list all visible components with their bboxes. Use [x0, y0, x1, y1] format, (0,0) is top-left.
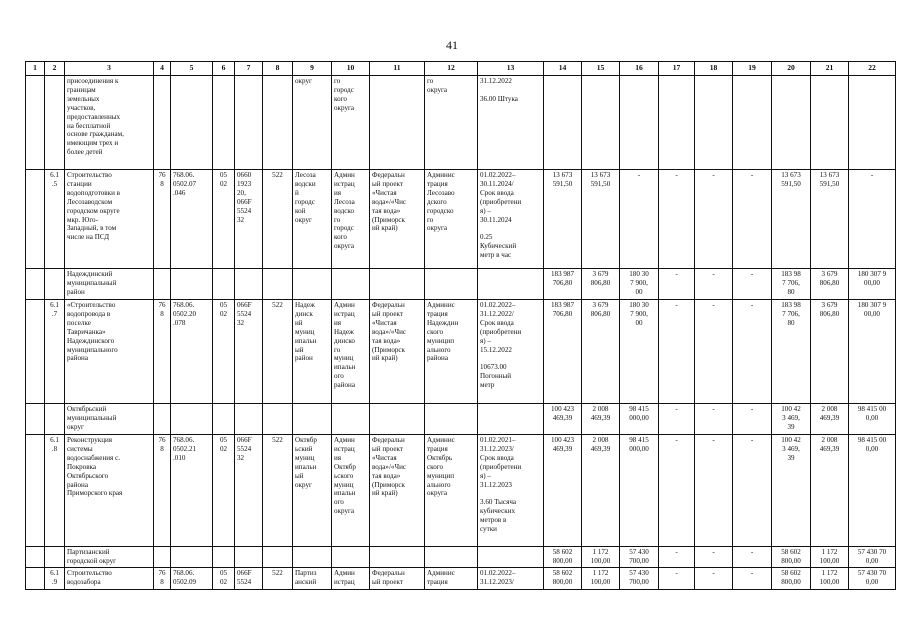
table-cell: Админис трация Надеждин ского муницип ального района	[425, 300, 478, 404]
table-cell: 1 172 100,00	[582, 547, 620, 568]
table-cell	[425, 269, 478, 300]
table-cell: -	[695, 435, 733, 547]
table-cell	[45, 547, 65, 568]
table-cell: -	[620, 170, 659, 269]
table-cell	[45, 76, 65, 170]
table-cell: 13 673 591,50	[811, 170, 849, 269]
table-cell	[171, 76, 213, 170]
table-cell: 183 98 7 706, 80	[772, 269, 811, 300]
table-cell	[478, 547, 544, 568]
table-cell	[263, 269, 293, 300]
table-cell: 6.1 .5	[45, 170, 65, 269]
table-cell: -	[733, 435, 772, 547]
table-cell: 98 415 00 0,00	[849, 435, 896, 547]
table-cell: Партизанский городской округ	[65, 547, 154, 568]
table-cell	[544, 76, 582, 170]
column-number-cell: 21	[811, 62, 849, 76]
table-cell	[293, 269, 332, 300]
table-cell	[263, 547, 293, 568]
table-cell: -	[733, 547, 772, 568]
table-cell: 76 8	[154, 568, 171, 590]
table-cell	[235, 547, 263, 568]
table-cell	[425, 547, 478, 568]
table-cell: 100 42 3 469, 39	[772, 435, 811, 547]
table-cell: 522	[263, 170, 293, 269]
table-cell: Лесоза водски й городс кой округ	[293, 170, 332, 269]
column-number-cell: 13	[478, 62, 544, 76]
table-cell: -	[659, 435, 695, 547]
table-cell	[213, 76, 235, 170]
table-cell	[293, 547, 332, 568]
table-cell: Федеральн ый проект «Чистая вода»/«Чис тая вода» (Приморск ий край)	[370, 435, 425, 547]
table-cell: 180 307 9 00,00	[849, 269, 896, 300]
table-cell	[235, 269, 263, 300]
table-cell: -	[659, 170, 695, 269]
table-cell	[695, 76, 733, 170]
table-cell	[154, 269, 171, 300]
table-cell: 2 008 469,39	[582, 435, 620, 547]
table-cell	[154, 547, 171, 568]
column-number-cell: 18	[695, 62, 733, 76]
table-cell: 76 8	[154, 170, 171, 269]
table-cell	[26, 76, 45, 170]
table-cell	[772, 76, 811, 170]
column-number-cell: 2	[45, 62, 65, 76]
table-cell: Строительство водозабора	[65, 568, 154, 590]
table-cell: 01.02.2021– 31.12.2023/ Срок ввода (приобретени я) – 31.12.2023 3.60 Тысяча кубических метров в сутки	[478, 435, 544, 547]
table-cell: 100 42 3 469, 39	[772, 404, 811, 435]
table-cell: -	[695, 404, 733, 435]
table-cell: 05 02	[213, 170, 235, 269]
table-cell	[733, 76, 772, 170]
table-cell: 1 172 100,00	[811, 547, 849, 568]
column-number-cell: 11	[370, 62, 425, 76]
table-cell: Надеждинский муниципальный район	[65, 269, 154, 300]
table-cell	[213, 547, 235, 568]
table-cell	[26, 404, 45, 435]
table-cell: 768.06. 0502.20 .078	[171, 300, 213, 404]
table-cell: 183 987 706,80	[544, 300, 582, 404]
table-cell	[171, 547, 213, 568]
table-cell: 6.1 .8	[45, 435, 65, 547]
column-number-cell: 16	[620, 62, 659, 76]
table-cell: -	[733, 404, 772, 435]
column-number-cell: 15	[582, 62, 620, 76]
table-cell: 98 415 000,00	[620, 404, 659, 435]
column-number-cell: 1	[26, 62, 45, 76]
table-cell: -	[695, 269, 733, 300]
table-cell: 13 673 591,50	[582, 170, 620, 269]
table-cell: 2 008 469,39	[811, 404, 849, 435]
table-cell: 180 307 9 00,00	[849, 300, 896, 404]
table-cell	[370, 76, 425, 170]
table-cell: «Строительство водопровода в поселке Тавричанка» Надеждинского муниципального района	[65, 300, 154, 404]
table-cell: Админис трация	[425, 568, 478, 590]
table-cell: 522	[263, 568, 293, 590]
column-number-cell: 19	[733, 62, 772, 76]
table-cell: 066F 5524 32	[235, 435, 263, 547]
table-row	[26, 76, 896, 170]
table-cell	[171, 269, 213, 300]
table-cell: 768.06. 0502.21 .010	[171, 435, 213, 547]
table-cell: Октябрьский муниципальный округ	[65, 404, 154, 435]
table-row	[26, 170, 896, 269]
table-cell: -	[695, 170, 733, 269]
table-body	[26, 62, 896, 590]
column-number-cell: 8	[263, 62, 293, 76]
table-cell: Админис трация Октябрь ского муницип ального округа	[425, 435, 478, 547]
table-cell: Реконструкция системы водоснабжения с. Покровка Октябрьского района Приморского края	[65, 435, 154, 547]
table-cell: 180 30 7 900, 00	[620, 300, 659, 404]
table-cell: -	[659, 547, 695, 568]
table-cell: 066F 5524	[235, 568, 263, 590]
table-cell	[659, 76, 695, 170]
table-cell: 98 415 00 0,00	[849, 404, 896, 435]
table-cell: Федеральн ый проект «Чистая вода»/«Чис тая вода» (Приморск ий край)	[370, 300, 425, 404]
table-cell: -	[695, 547, 733, 568]
column-number-cell: 7	[235, 62, 263, 76]
table-row	[26, 435, 896, 547]
table-cell: 57 430 700,00	[620, 568, 659, 590]
table-cell	[26, 269, 45, 300]
table-cell	[293, 404, 332, 435]
column-number-cell: 6	[213, 62, 235, 76]
table-cell: 183 987 706,80	[544, 269, 582, 300]
table-row	[26, 404, 896, 435]
table-cell	[263, 404, 293, 435]
table-cell	[45, 404, 65, 435]
table-cell: 57 430 70 0,00	[849, 547, 896, 568]
table-cell: 6.1 .7	[45, 300, 65, 404]
table-cell: 57 430 700,00	[620, 547, 659, 568]
table-cell: -	[659, 404, 695, 435]
table-cell: 31.12.2022 36.00 Штука	[478, 76, 544, 170]
table-cell: -	[659, 269, 695, 300]
table-cell	[213, 269, 235, 300]
table-cell: 01.02.2022– 31.12.2023/	[478, 568, 544, 590]
table-cell: 05 02	[213, 300, 235, 404]
table-cell	[425, 404, 478, 435]
table-cell: 58 602 800,00	[772, 568, 811, 590]
table-cell: 1 172 100,00	[811, 568, 849, 590]
column-number-cell: 10	[332, 62, 370, 76]
table-cell: 76 8	[154, 300, 171, 404]
table-cell: 13 673 591,50	[772, 170, 811, 269]
table-cell: 100 423 469,39	[544, 404, 582, 435]
table-cell: 3 679 806,80	[582, 269, 620, 300]
table-cell: Админ истрац	[332, 568, 370, 590]
table-cell: го городс кого округа	[332, 76, 370, 170]
table-cell: 13 673 591,50	[544, 170, 582, 269]
table-cell	[235, 404, 263, 435]
table-cell: 98 415 000,00	[620, 435, 659, 547]
table-cell: 100 423 469,39	[544, 435, 582, 547]
column-number-cell: 17	[659, 62, 695, 76]
table-cell: Строительство станции водоподготовки в Лесозаводском городском округе мкр. Юго- Западный, в том числе на ПСД	[65, 170, 154, 269]
table-cell: -	[659, 300, 695, 404]
table-cell	[26, 435, 45, 547]
table-cell	[332, 547, 370, 568]
table-cell: присоединения к границам земельных участков, предоставленных на бесплатной основе гражданам, имеющим трех и более детей	[65, 76, 154, 170]
column-number-cell: 20	[772, 62, 811, 76]
table-cell: го округа	[425, 76, 478, 170]
table-cell: Админис трация Лесозаво дского городско го округа	[425, 170, 478, 269]
table-cell	[849, 76, 896, 170]
table-cell	[154, 76, 171, 170]
table-cell: Админ истрац ия Лесоза водско го городс кого округа	[332, 170, 370, 269]
table-cell: -	[733, 568, 772, 590]
page-number: 41	[446, 38, 458, 52]
column-number-cell: 9	[293, 62, 332, 76]
table-cell: 57 430 70 0,00	[849, 568, 896, 590]
table-cell	[26, 300, 45, 404]
table-cell: 3 679 806,80	[811, 269, 849, 300]
table-cell: 183 98 7 706, 80	[772, 300, 811, 404]
table-cell: округ	[293, 76, 332, 170]
table-cell: 05 02	[213, 568, 235, 590]
table-cell: 3 679 806,80	[811, 300, 849, 404]
table-row	[26, 547, 896, 568]
table-cell	[263, 76, 293, 170]
column-number-row	[26, 62, 896, 76]
table-cell: -	[849, 170, 896, 269]
table-cell: 2 008 469,39	[582, 404, 620, 435]
table-cell: 58 602 800,00	[544, 568, 582, 590]
table-cell: 58 602 800,00	[772, 547, 811, 568]
table-cell: 768.06. 0502.09	[171, 568, 213, 590]
column-number-cell: 5	[171, 62, 213, 76]
table-cell: 3 679 806,80	[582, 300, 620, 404]
table-cell: 76 8	[154, 435, 171, 547]
table-cell: -	[733, 269, 772, 300]
table-cell	[478, 269, 544, 300]
table-cell: 2 008 469,39	[811, 435, 849, 547]
table-cell	[213, 404, 235, 435]
table-cell: 768.06. 0502.07 .046	[171, 170, 213, 269]
table-cell	[154, 404, 171, 435]
table-cell	[332, 269, 370, 300]
table-cell: 1 172 100,00	[582, 568, 620, 590]
table-cell	[370, 404, 425, 435]
table-cell: -	[695, 568, 733, 590]
table-cell: 522	[263, 435, 293, 547]
column-number-cell: 4	[154, 62, 171, 76]
table-row	[26, 269, 896, 300]
table-cell	[26, 170, 45, 269]
column-number-cell: 12	[425, 62, 478, 76]
table-cell: -	[733, 170, 772, 269]
table-cell	[620, 76, 659, 170]
table-cell	[370, 269, 425, 300]
table-cell: Админ истрац ия Надеж динско го муниц ипальн ого района	[332, 300, 370, 404]
column-number-cell: 22	[849, 62, 896, 76]
table-cell: Партиз анский	[293, 568, 332, 590]
table-cell	[370, 547, 425, 568]
table-cell	[235, 76, 263, 170]
table-cell: -	[659, 568, 695, 590]
table-cell: 6.1 .9	[45, 568, 65, 590]
table-cell: 522	[263, 300, 293, 404]
table-row	[26, 568, 896, 590]
table-cell	[332, 404, 370, 435]
table-row	[26, 300, 896, 404]
table-cell: Федеральн ый проект	[370, 568, 425, 590]
table-cell: 01.02.2022– 30.11.2024/ Срок ввода (приобретени я) – 30.11.2024 0.25 Кубический метр в час	[478, 170, 544, 269]
table-cell	[811, 76, 849, 170]
table-cell	[45, 269, 65, 300]
table-cell: 58 602 800,00	[544, 547, 582, 568]
table-cell: 066F 5524 32	[235, 300, 263, 404]
table-cell: Октябр ьский муниц ипальн ый округ	[293, 435, 332, 547]
table-cell	[478, 404, 544, 435]
table-cell: 05 02	[213, 435, 235, 547]
table-cell: Надеж динск ий муниц ипальн ый район	[293, 300, 332, 404]
table-cell: 180 30 7 900, 00	[620, 269, 659, 300]
table-cell	[582, 76, 620, 170]
budget-table	[25, 61, 896, 590]
table-cell: 0660 1923 20, 066F 5524 32	[235, 170, 263, 269]
table-cell: Федеральн ый проект «Чистая вода»/«Чис тая вода» (Приморск ий край)	[370, 170, 425, 269]
table-cell: 01.02.2022– 31.12.2022/ Срок ввода (приобретени я) – 15.12.2022 10673.00 Погонный метр	[478, 300, 544, 404]
table-cell: -	[733, 300, 772, 404]
table-cell: -	[695, 300, 733, 404]
table-cell	[171, 404, 213, 435]
table-cell: Админ истрац ия Октябр ьского муниц ипальн ого округа	[332, 435, 370, 547]
table-cell	[26, 568, 45, 590]
column-number-cell: 3	[65, 62, 154, 76]
column-number-cell: 14	[544, 62, 582, 76]
table-cell	[26, 547, 45, 568]
